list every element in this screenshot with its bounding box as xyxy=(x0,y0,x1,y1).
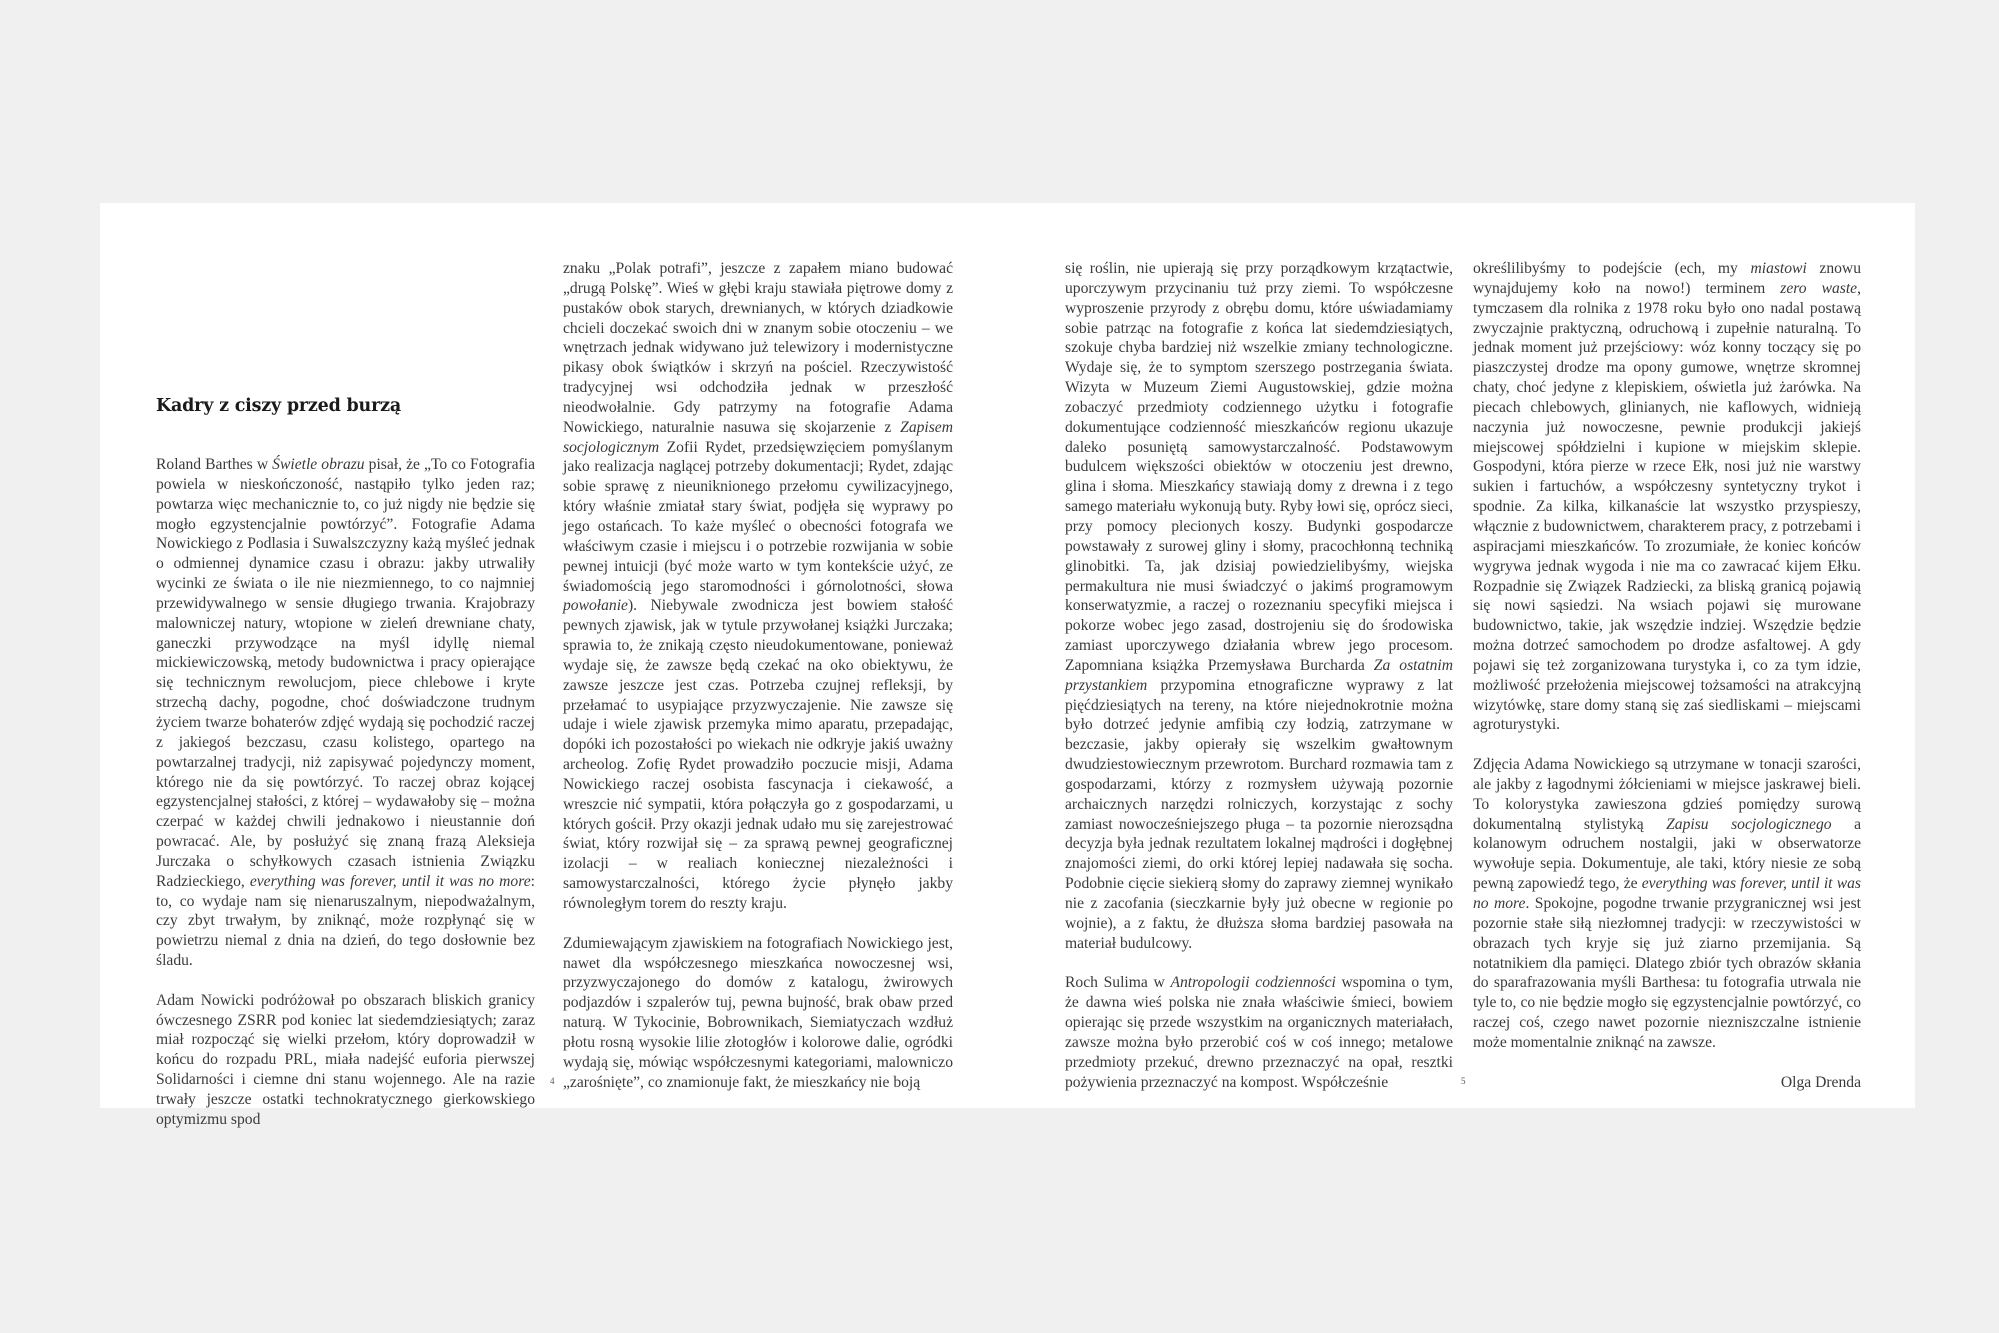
body-text: przypomina etnograficzne wyprawy z lat pięćdziesiątych na tereny, na które niejednokrotnie można było dotrzeć jedynie amfibią czy łodzią, zatrzymane w bezczasie, jakby opierały się wszelkim gwałtownym dwudziestowiecznym przewrotom. Burchard rozmawia tam z gospodarzami, którzy z rozmysłem używają pozornie archaicznych narzędzi rolniczych, korzystając z sochy zamiast nowocześniejszego pługa – ta pozornie nierozsądna decyzja była jednak rezultatem lokalnej mądrości i dogłębnej znajomości ziemi, do orki której lepiej nadawała się socha. Podobnie cięcie siekierą słomy do zaprawy ziemnej wynikało nie z zacofania (sieczkarnie były już obecne w regionie po wojnie), a z faktu, że dłuższa słoma bardziej pasowała na materiał budulcowy. xyxy=(1065,676,1453,952)
author-signature: Olga Drenda xyxy=(1780,1073,1861,1091)
body-text: pisał, że „To co Fotografia powiela w nieskończoność, nastąpiło tylko jeden raz; powtarza więc mechanicznie to, co już nigdy nie będzie się mogło egzystencjalnie powtórzyć”. Fotografie Adama Nowickiego z Podlasia i Suwalszczyzny każą myśleć jednak o odmiennej dynamice czasu i obrazu: jakby utrwaliły wycinki ze świata o ile nie niezmiennego, to co najmniej przewidywalnego w sensie długiego trwania. Krajobrazy malowniczej natury, wtopione w zieleń drewniane chaty, ganeczki przywodzące na myśl idyllę niemal mickiewiczowską, metody budownictwa i pracy opierające się technicznym rewolucjom, piece chlebowe i kryte strzechą dachy, pogodne, choć doświadczone trudnym życiem twarze bohaterów zdjęć wydają się pochodzić raczej z jakiegoś bezczasu, czasu kolistego, opartego na powtarzalnej tradycji, niż zapisywać pojedynczy moment, którego nie da się powtórzyć. To raczej obraz kojącej egzystencjalnej stałości, z której – wydawałoby się – można czerpać w każdej chwili jednakowo i nieustannie doń powracać. Ale, by posłużyć się znaną frazą Aleksieja Jurczaka o schyłkowych czasach istnienia Związku Radzieckiego, xyxy=(156,456,535,890)
book-spread xyxy=(100,203,1915,1128)
body-text: Zofii Rydet, przedsięwzięciem pomyślanym jako realizacja naglącej potrzeby dokumentacji; Rydet, zdając sobie sprawę z nieuniknionego przełomu cywilizacyjnego, który właśnie zmiatał stary świat, podjęła się wyprawy po jego ostańcach. To każe myśleć o obecności fotografa we właściwym czasie i miejscu i o potrzebie rozwijania w sobie pewnej intuicji (być może warto w tym kontekście użyć, ze świadomością jego staromodności i górnolotności, słowa xyxy=(563,438,953,595)
body-text: , tymczasem dla rolnika z 1978 roku było ono nadal postawą zwyczajnie praktyczną, odruchową i zupełnie naturalną. To jednak moment już przejściowy: wóz konny toczący się po piaszczystej drodze ma opony gumowe, wnętrze skromnej chaty, choć jedyne z klepiskiem, oświetla już żarówka. Na piecach chlebowych, glinianych, nie kaflowych, widnieją naczynia już nowoczesne, pewnie produkcji jakiejś miejscowej spółdzielni i kupione w miejskim sklepie. Gospodyni, która pierze w rzece Ełk, nosi już nie warstwy sukien i fartuchów, a współczesny syntetyczny trykot i spodnie. Za kilka, kilkanaście lat wszystko przyspieszy, włącznie z budownictwem, charakterem pracy, z potrzebami i aspiracjami mieszkańców. To zrozumiałe, że koniec końców wygrywa jednak wygoda i nie ma co zawracać kijem Ełku. Rozpadnie się Związek Radziecki, za bliską granicą pojawią się nowi sąsiedzi. Na wsiach pojawi się murowane budownictwo, takie, jak wszędzie indziej. Wszędzie będzie można dotrzeć samochodem po drodze asfaltowej. A gdy pojawi się też zorganizowana turystyka i, co za tym idzie, możliwość przełożenia miejscowej tożsamości na atrakcyjną wizytówkę, stare domy staną się zaś siedliskami – miejscami agroturystyki. xyxy=(1473,279,1861,734)
italic-title-text: zero waste xyxy=(1780,279,1858,297)
italic-title-text: Antropologii codzienności xyxy=(1170,974,1336,992)
italic-title-text: everything was forever, until it was no more xyxy=(1473,875,1861,912)
italic-title-text: Zapisu socjologicznego xyxy=(1666,815,1832,833)
body-text: znowu wynajdujemy koło na nowo!) terminem xyxy=(1473,260,1861,297)
text-column-2 xyxy=(563,259,953,1092)
paragraph xyxy=(1473,259,1861,735)
paragraph xyxy=(1065,973,1453,1092)
text-column-1 xyxy=(156,455,535,1130)
paragraph xyxy=(156,455,535,971)
body-text: określilibyśmy to podejście (ech, my xyxy=(1473,260,1751,277)
text-column-3 xyxy=(1065,259,1453,1092)
page-number-left: 4 xyxy=(550,1076,555,1086)
body-text: Roland Barthes w xyxy=(156,456,273,473)
body-text: wspomina o tym, że dawna wieś polska nie znała właściwie śmieci, bowiem opierając się przede wszystkim na organicznych materiałach, zawsze można było przerobić coś w coś innego; metalowe przedmioty przekuć, drewno przeznaczyć na opał, resztki pożywienia przeznaczyć na kompost. Współcześnie xyxy=(1065,974,1453,1091)
italic-title-text: miastowi xyxy=(1750,260,1807,277)
paragraph xyxy=(156,991,535,1130)
body-text: : to, co wydaje nam się nienaruszalnym, niepodważalnym, czy zbyt trwałym, by zniknąć, może rozpłynąć się w powietrzu niemal z dnia na dzień, do tego dosłownie bez śladu. xyxy=(156,872,535,970)
italic-title-text: Świetle obrazu xyxy=(272,456,365,473)
paragraph xyxy=(563,934,953,1093)
body-text: ). Niebywale zwodnicza jest bowiem stałość pewnych zjawisk, jak w tytule przywołanej książki Jurczaka; sprawia to, że znikają często nieudokumentowane, ponieważ wydaje się, że zawsze będą czekać na oko obiektywu, że zawsze jeszcze jest czas. Potrzeba czujnej refleksji, by przełamać to usypiające przyzwyczajenie. Nie zawsze się udaje i wiele zjawisk przemyka mimo aparatu, przepadając, dopóki ich pozostałości po wiekach nie odkryje jakiś uważny archeolog. Zofię Rydet prowadziło poczucie misji, Adama Nowickiego raczej osobista fascynacja i ciekawość, a wreszcie nić sympatii, która połączyła go z gospodarzami, u których gościł. Przy okazji jednak udało mu się zarejestrować świat, który rozwijał się – za sprawą pewnej geograficznej izolacji – w realiach koniecznej niezależności i samowystarczalności, którego życie płynęło jakby równoległym torem do reszty kraju. xyxy=(563,597,953,912)
paragraph xyxy=(1065,259,1453,954)
body-text: a kolanowym odruchem nostalgii, jaki w obserwatorze wywołuje sepia. Dokumentuje, ale taki, który niesie ze sobą pewną zapowiedź tego, że xyxy=(1473,815,1861,893)
article-title: Kadry z ciszy przed burzą xyxy=(156,396,401,416)
body-text: Zdumiewającym zjawiskiem na fotografiach Nowickiego jest, nawet dla współczesnego mieszkańca nowoczesnej wsi, przyzwyczajonego do domów z katalogu, żwirowych podjazdów i szpalerów tuj, pewna bujność, brak obaw przed naturą. W Tykocinie, Bobrownikach, Siemiatyczach wzdłuż płotu rosną wysokie lilie złotogłów i kolorowe dalie, ogródki wydają się, mówiąc współczesnymi kategoriami, malowniczo „zarośnięte”, co znamionuje fakt, że mieszkańcy nie boją xyxy=(563,934,953,1091)
italic-title-text: powołanie xyxy=(563,597,628,615)
italic-title-text: everything was forever, until it was no more xyxy=(249,872,531,890)
body-text: . Spokojne, pogodne trwanie przygranicznej wsi jest pozornie stałe siłą niezłomnej tradycji: w rzeczywistości w obrazach tych kryje się już ziarno przemijania. Są notatnikiem dla pamięci. Dlatego zbiór tych obrazów skłania do sparafrazowania myśli Barthesa: tu fotografia utrwala nie tyle to, co nie będzie mogło się egzystencjalnie powtórzyć, co raczej coś, czego nawet pozornie niezniszczalne istnienie może momentalnie zniknąć na zawsze. xyxy=(1473,895,1861,1051)
italic-title-text: Zapisem socjologicznym xyxy=(563,418,953,456)
body-text: Adam Nowicki podróżował po obszarach bliskich granicy ówczesnego ZSRR pod koniec lat siedemdziesiątych; zaraz miał rozpocząć się wielki przełom, który doprowadził w końcu do rozpadu PRL, miała nadejść euforia pierwszej Solidarności i ciemne dni stanu wojennego. Ale na razie trwały jeszcze ostatki technokratycznego gierkowskiego optymizmu spod xyxy=(156,991,535,1128)
page-number-right: 5 xyxy=(1461,1076,1466,1086)
paragraph xyxy=(1473,755,1861,1053)
paragraph xyxy=(563,259,953,914)
body-text: się roślin, nie upierają się przy porządkowym krzątactwie, uporczywym przycinaniu tuż przy ziemi. To współczesne wyproszenie przyrody z obrębu domu, które uświadamiamy sobie patrząc na fotografie z końca lat siedemdziesiątych, szokuje chyba bardziej niż wszelkie zmiany technologiczne. Wydaje się, że to symptom szerszego postrzegania świata. Wizyta w Muzeum Ziemi Augustowskiej, gdzie można zobaczyć przedmioty codziennego użytku i fotografie dokumentujące codzienność mieszkańców regionu ukazuje daleko posuniętą samowystarczalność. Podstawowym budulcem większości obiektów w otoczeniu jest drewno, glina i słoma. Mieszkańcy stawiają domy z drewna i z tego samego materiału wykonują buty. Ryby łowi się, oprócz sieci, przy pomocy plecionych koszy. Budynki gospodarcze powstawały z surowej gliny i słomy, pracochłonną techniką glinobitki. Ta, jak dzisiaj powiedzielibyśmy, wiejska permakultura nie musi świadczyć o jakimś programowym konserwatyzmie, a raczej o rozeznaniu specyfiki miejsca i pokorze wobec jego zasad, dostrojeniu się do środowiska zamiast uporczywego działania wbrew jego procesom. Zapomniana książka Przemysława Burcharda xyxy=(1065,260,1453,674)
italic-title-text: Za ostatnim przystankiem xyxy=(1065,656,1453,694)
body-text: znaku „Polak potrafi”, jeszcze z zapałem miano budować „drugą Polskę”. Wieś w głębi kraju stawiała piętrowe domy z pustaków obok starych, drewnianych, w których dziadkowie chcieli doczekać swoich dni w znanym sobie otoczeniu – we wnętrzach jednak widywano już telewizory i modernistyczne pikasy obok świątków i skrzyń na pościel. Rzeczywistość tradycyjnej wsi odchodziła jednak w przeszłość nieodwołalnie. Gdy patrzymy na fotografie Adama Nowickiego, naturalnie nasuwa się skojarzenie z xyxy=(563,260,953,436)
body-text: Roch Sulima w xyxy=(1065,974,1171,992)
body-text: Zdjęcia Adama Nowickiego są utrzymane w tonacji szarości, ale jakby z łagodnymi żółcieniami w miejsce jaskrawej bieli. To kolorystyka zawieszona gdzieś pomiędzy surową dokumentalną stylistyką xyxy=(1473,756,1861,833)
text-column-4 xyxy=(1473,259,1861,1092)
